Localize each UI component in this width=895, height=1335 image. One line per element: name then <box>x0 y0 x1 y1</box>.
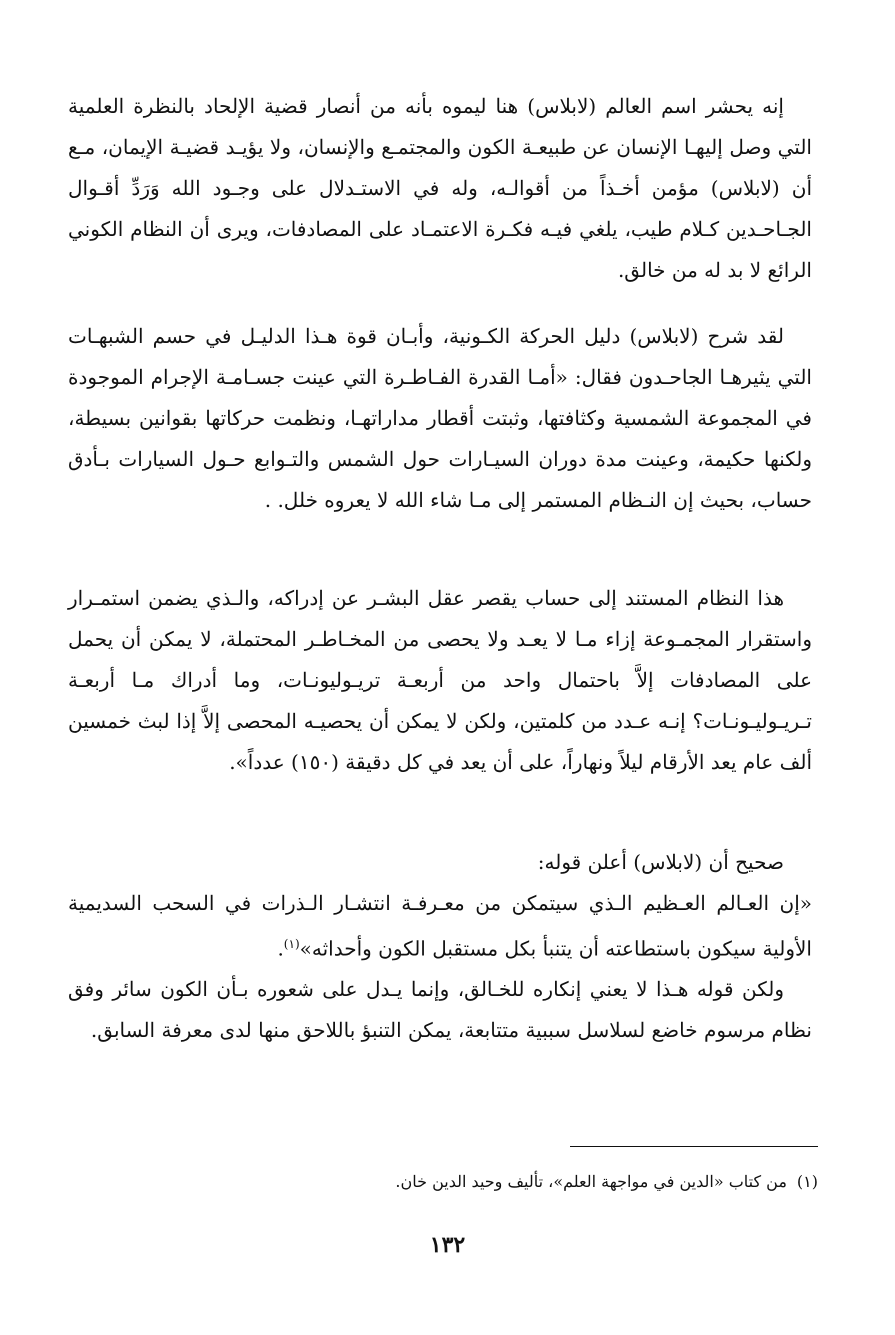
page-number: ١٣٢ <box>429 1232 466 1258</box>
paragraph-laplace-quote <box>68 842 812 970</box>
footnote-text: من كتاب «الدين في مواجهة العلم»، تأليف وحيد الدين خان. <box>395 1172 787 1191</box>
paragraph-cosmic-motion: لقد شرح (لابلاس) دليل الحركة الكـونية، وأبـان قوة هـذا الدليـل في حسم الشبهـات التي يثيرهـا الجاحـدون فقال: «أمـا القدرة الفـاطـرة التي عينت جسـامـة الإجرام الموجودة في المجموعة الشمسية وكثافتها، وثبتت أقطار مداراتهـا، ونظمت حركاتها بقوانين بسيطة، ولكنها حكيمة، وعينت مدة دوران السيـارات حول الشمس والتـوابع حـول السيارات بـأدق حساب، بحيث إن النـظام المستمر إلى مـا شاء الله لا يعروه خلل. . <box>68 324 812 512</box>
paragraph-order-probability: هذا النظام المستند إلى حساب يقصر عقل البشـر عن إدراكه، والـذي يضمن استمـرار واستقرار المجمـوعة إزاء مـا لا يعـد ولا يحصى من المخـاطـر المحتملة، لا يمكن أن يحمل على المصادفات إلاَّ باحتمال واحد من أربعـة تريـوليونـات، وما أدراك مـا أربعـة تـريـوليـونـات؟ إنـه عـدد من كلمتين، ولكن لا يمكن أن يحصيـه المحصى إلاَّ إذا لبث خمسين ألف عام يعد الأرقام ليلاً ونهاراً، على أن يعد في كل دقيقة (١٥٠) عدداً». <box>68 586 812 774</box>
quote-intro: صحيح أن (لابلاس) أعلن قوله: <box>537 850 784 874</box>
quote-end: . <box>277 936 284 961</box>
paragraph-laplace-intro: إنه يحشر اسم العالم (لابلاس) هنا ليموه بأنه من أنصار قضية الإلحاد بالنظرة العلمية التي وصل إليهـا الإنسان عن طبيعـة الكون والمجتمـع والإنسان، ولا يؤيـد قضيـة الإيمان، مـع أن (لابلاس) مؤمن أخـذاً من أقوالـه، وله في الاستـدلال على وجـود الله وَرَدِّ أقـوال الجـاحـدين كـلام طيب، يلغي فيـه فكـرة الاعتمـاد على المصادفات، ويرى أن النظام الكوني الرائع لا بد له من خالق. <box>68 94 812 282</box>
footnote-divider <box>570 1146 818 1147</box>
footnote <box>68 1168 818 1196</box>
footnote-reference: (١) <box>283 937 300 951</box>
paragraph-conclusion: ولكن قوله هـذا لا يعني إنكاره للخـالق، وإنما يـدل على شعوره بـأن الكون سائر وفق نظام مرسوم خاضع لسلاسل سببية متتابعة، يمكن التنبؤ باللاحق منها لدى معرفة السابق. <box>68 977 812 1042</box>
quote-text: «إن العـالم العـظيم الـذي سيتمكن من معـرفـة انتشـار الـذرات في السحب السديمية الأولية سيكون باستطاعته أن يتنبأ بكل مستقبل الكون وأحداثه» <box>68 891 812 961</box>
footnote-number: (١) <box>796 1172 818 1191</box>
